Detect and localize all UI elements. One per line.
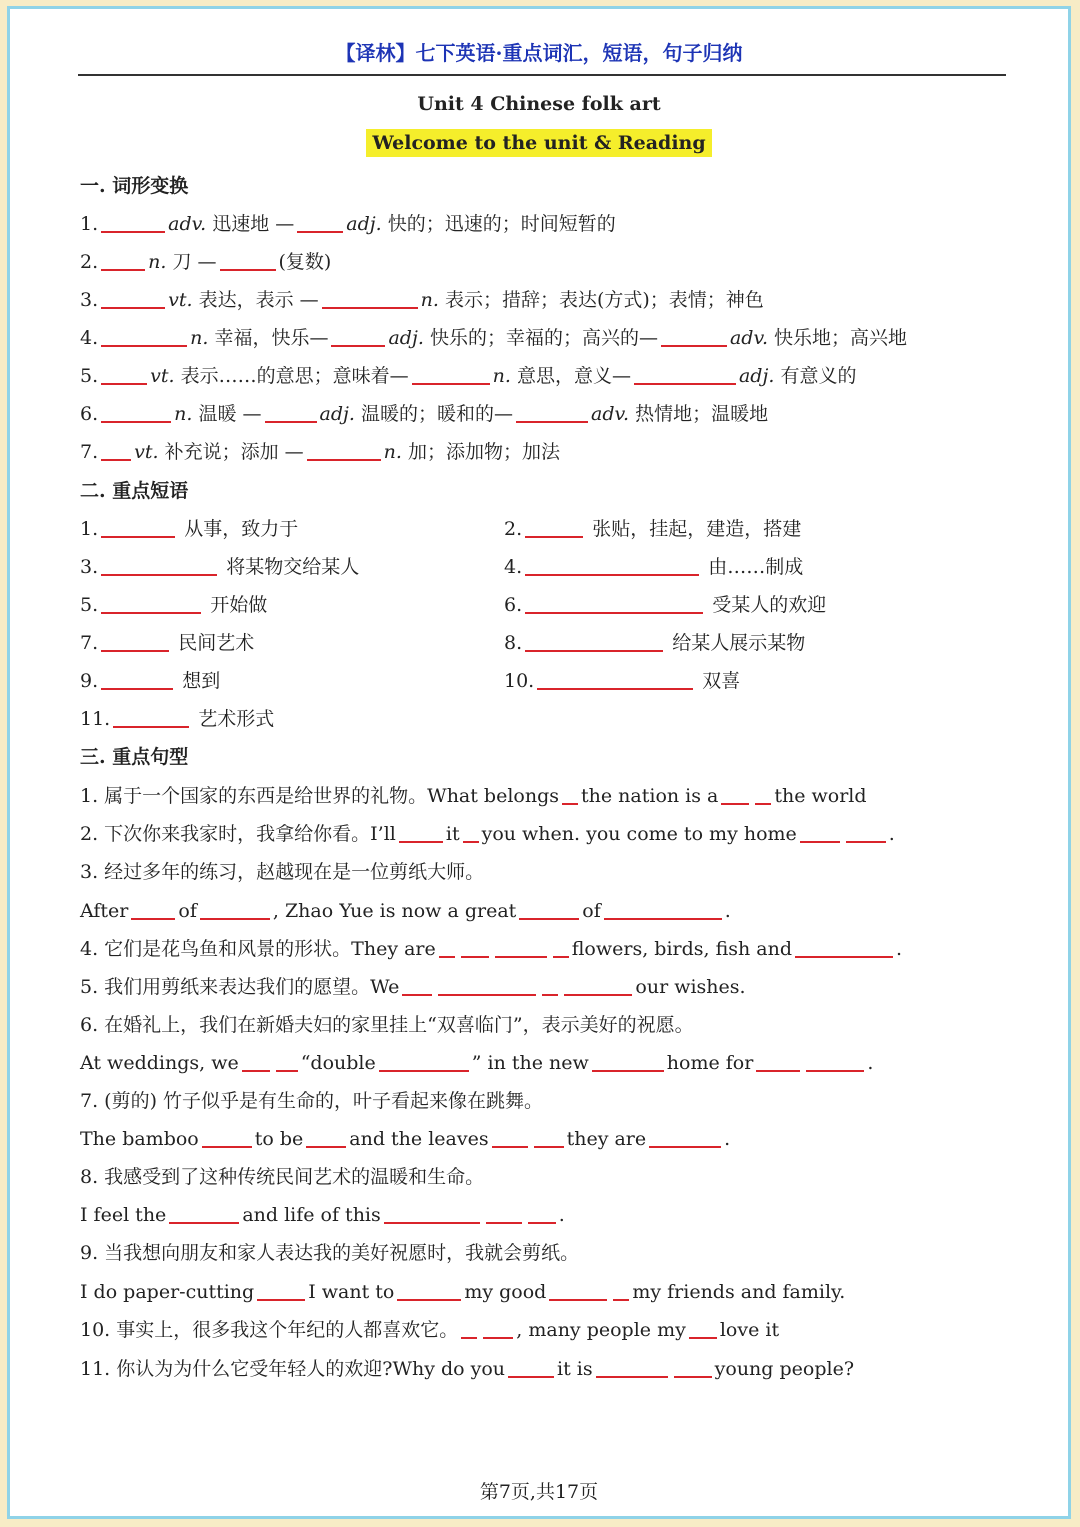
phrase-item-3: 3. 将某物交给某人 xyxy=(80,556,360,578)
answer-blank[interactable] xyxy=(596,1356,668,1378)
answer-blank[interactable] xyxy=(101,554,217,576)
answer-blank[interactable] xyxy=(525,592,703,614)
answer-blank[interactable] xyxy=(101,401,171,423)
sentence-item-7-cn: 7. (剪的) 竹子似乎是有生命的，叶子看起来像在跳舞。 xyxy=(80,1090,544,1112)
sentence-item-5: 5. 我们用剪纸来表达我们的愿望。We our wishes. xyxy=(80,976,746,998)
answer-blank[interactable] xyxy=(508,1356,554,1378)
answer-blank[interactable] xyxy=(592,1050,664,1072)
answer-blank[interactable] xyxy=(131,898,175,920)
answer-blank[interactable] xyxy=(604,898,722,920)
answer-blank[interactable] xyxy=(755,783,771,805)
sentence-item-4: 4. 它们是花鸟鱼和风景的形状。They are flowers, birds, fish and . xyxy=(80,938,903,960)
answer-blank[interactable] xyxy=(402,974,432,996)
answer-blank[interactable] xyxy=(101,592,201,614)
answer-blank[interactable] xyxy=(101,439,131,461)
phrase-item-7: 7. 民间艺术 xyxy=(80,632,255,654)
page-footer: 第7页,共17页 xyxy=(479,1481,599,1503)
answer-blank[interactable] xyxy=(806,1050,864,1072)
answer-blank[interactable] xyxy=(297,211,343,233)
answer-blank[interactable] xyxy=(101,211,165,233)
word-item-5: 5. vt. 表示……的意思；意味着— n. 意思，意义— adj. 有意义的 xyxy=(80,365,857,387)
header-rule xyxy=(78,74,1006,76)
answer-blank[interactable] xyxy=(542,974,558,996)
sentence-item-2: 2. 下次你来我家时，我拿给你看。I’ll it you when. you come to my home . xyxy=(80,823,895,845)
word-item-7: 7. vt. 补充说；添加 — n. 加；添加物；加法 xyxy=(80,441,560,463)
phrase-item-6: 6. 受某人的欢迎 xyxy=(504,594,827,616)
answer-blank[interactable] xyxy=(200,898,270,920)
sentence-item-6-cn: 6. 在婚礼上，我们在新婚夫妇的家里挂上“双喜临门”，表示美好的祝愿。 xyxy=(80,1014,694,1036)
answer-blank[interactable] xyxy=(661,325,727,347)
phrase-item-11: 11. 艺术形式 xyxy=(80,708,275,730)
subtitle-wrap xyxy=(10,129,1068,157)
answer-blank[interactable] xyxy=(438,974,536,996)
answer-blank[interactable] xyxy=(265,401,317,423)
answer-blank[interactable] xyxy=(516,401,588,423)
answer-blank[interactable] xyxy=(649,1126,721,1148)
sentence-item-1: 1. 属于一个国家的东西是给世界的礼物。What belongs the nation is a the world xyxy=(80,785,867,807)
word-item-2: 2. n. 刀 — (复数) xyxy=(80,251,332,273)
answer-blank[interactable] xyxy=(634,363,736,385)
answer-blank[interactable] xyxy=(525,554,699,576)
answer-blank[interactable] xyxy=(525,516,583,538)
answer-blank[interactable] xyxy=(101,287,165,309)
sentence-item-3-cn: 3. 经过多年的练习，赵越现在是一位剪纸大师。 xyxy=(80,861,485,883)
answer-blank[interactable] xyxy=(562,783,578,805)
phrase-item-8: 8. 给某人展示某物 xyxy=(504,632,806,654)
document-header: 【译林】七下英语·重点词汇，短语，句子归纳 xyxy=(335,41,743,65)
answer-blank[interactable] xyxy=(307,439,381,461)
answer-blank[interactable] xyxy=(756,1050,800,1072)
answer-blank[interactable] xyxy=(492,1126,528,1148)
section-key-sentences: 三. 重点句型 xyxy=(80,746,189,768)
answer-blank[interactable] xyxy=(721,783,749,805)
answer-blank[interactable] xyxy=(486,1202,522,1224)
answer-blank[interactable] xyxy=(528,1202,556,1224)
answer-blank[interactable] xyxy=(101,325,187,347)
sentence-item-9-cn: 9. 当我想向朋友和家人表达我的美好祝愿时，我就会剪纸。 xyxy=(80,1242,580,1264)
answer-blank[interactable] xyxy=(242,1050,270,1072)
answer-blank[interactable] xyxy=(674,1356,712,1378)
phrase-item-5: 5. 开始做 xyxy=(80,594,268,616)
sentence-item-7-en: The bamboo to be and the leaves they are . xyxy=(80,1128,731,1150)
answer-blank[interactable] xyxy=(800,821,840,843)
phrase-item-4: 4. 由……制成 xyxy=(504,556,804,578)
answer-blank[interactable] xyxy=(412,363,490,385)
answer-blank[interactable] xyxy=(101,363,147,385)
sentence-item-11: 11. 你认为为什么它受年轻人的欢迎?Why do you it is young people? xyxy=(80,1358,855,1380)
section-key-phrases: 二. 重点短语 xyxy=(80,480,189,502)
word-item-3: 3. vt. 表达，表示 — n. 表示；措辞；表达(方式)；表情；神色 xyxy=(80,289,764,311)
sentence-item-10: 10. 事实上，很多我这个年纪的人都喜欢它。 , many people my love it xyxy=(80,1319,780,1341)
word-item-1: 1. adv. 迅速地 — adj. 快的；迅速的；时间短暂的 xyxy=(80,213,616,235)
answer-blank[interactable] xyxy=(101,630,169,652)
answer-blank[interactable] xyxy=(495,936,547,958)
answer-blank[interactable] xyxy=(534,1126,564,1148)
sentence-item-8-en: I feel the and life of this . xyxy=(80,1204,565,1226)
answer-blank[interactable] xyxy=(483,1317,513,1339)
answer-blank[interactable] xyxy=(379,1050,469,1072)
phrase-item-2: 2. 张贴，挂起，建造，搭建 xyxy=(504,518,802,540)
answer-blank[interactable] xyxy=(461,1317,477,1339)
sentence-item-3-en: After of , Zhao Yue is now a great of . xyxy=(80,900,731,922)
answer-blank[interactable] xyxy=(549,1279,607,1301)
answer-blank[interactable] xyxy=(689,1317,717,1339)
answer-blank[interactable] xyxy=(613,1279,629,1301)
answer-blank[interactable] xyxy=(525,630,663,652)
document-page xyxy=(7,6,1071,1519)
answer-blank[interactable] xyxy=(101,249,145,271)
answer-blank[interactable] xyxy=(463,821,479,843)
phrase-item-1: 1. 从事，致力于 xyxy=(80,518,299,540)
word-item-4: 4. n. 幸福，快乐— adj. 快乐的；幸福的；高兴的— adv. 快乐地；高兴地 xyxy=(80,327,908,349)
answer-blank[interactable] xyxy=(397,1279,461,1301)
answer-blank[interactable] xyxy=(564,974,632,996)
answer-blank[interactable] xyxy=(322,287,418,309)
answer-blank[interactable] xyxy=(169,1202,239,1224)
answer-blank[interactable] xyxy=(795,936,893,958)
answer-blank[interactable] xyxy=(113,706,189,728)
answer-blank[interactable] xyxy=(461,936,489,958)
answer-blank[interactable] xyxy=(306,1126,346,1148)
phrase-item-9: 9. 想到 xyxy=(80,670,221,692)
answer-blank[interactable] xyxy=(257,1279,305,1301)
answer-blank[interactable] xyxy=(439,936,455,958)
answer-blank[interactable] xyxy=(101,668,173,690)
answer-blank[interactable] xyxy=(399,821,443,843)
phrase-item-10: 10. 双喜 xyxy=(504,670,741,692)
section-word-forms: 一. 词形变换 xyxy=(80,175,189,197)
answer-blank[interactable] xyxy=(519,898,579,920)
answer-blank[interactable] xyxy=(202,1126,252,1148)
answer-blank[interactable] xyxy=(553,936,569,958)
unit-title: Unit 4 Chinese folk art xyxy=(417,93,661,115)
subtitle: Welcome to the unit & Reading xyxy=(366,129,711,157)
sentence-item-8-cn: 8. 我感受到了这种传统民间艺术的温暖和生命。 xyxy=(80,1166,485,1188)
answer-blank[interactable] xyxy=(276,1050,298,1072)
sentence-item-6-en: At weddings, we “double ” in the new home for . xyxy=(80,1052,874,1074)
answer-blank[interactable] xyxy=(846,821,886,843)
answer-blank[interactable] xyxy=(101,516,175,538)
word-item-6: 6. n. 温暖 — adj. 温暖的；暖和的— adv. 热情地；温暖地 xyxy=(80,403,769,425)
answer-blank[interactable] xyxy=(384,1202,480,1224)
answer-blank[interactable] xyxy=(537,668,693,690)
answer-blank[interactable] xyxy=(220,249,276,271)
answer-blank[interactable] xyxy=(331,325,385,347)
sentence-item-9-en: I do paper-cutting I want to my good my friends and family. xyxy=(80,1281,846,1303)
